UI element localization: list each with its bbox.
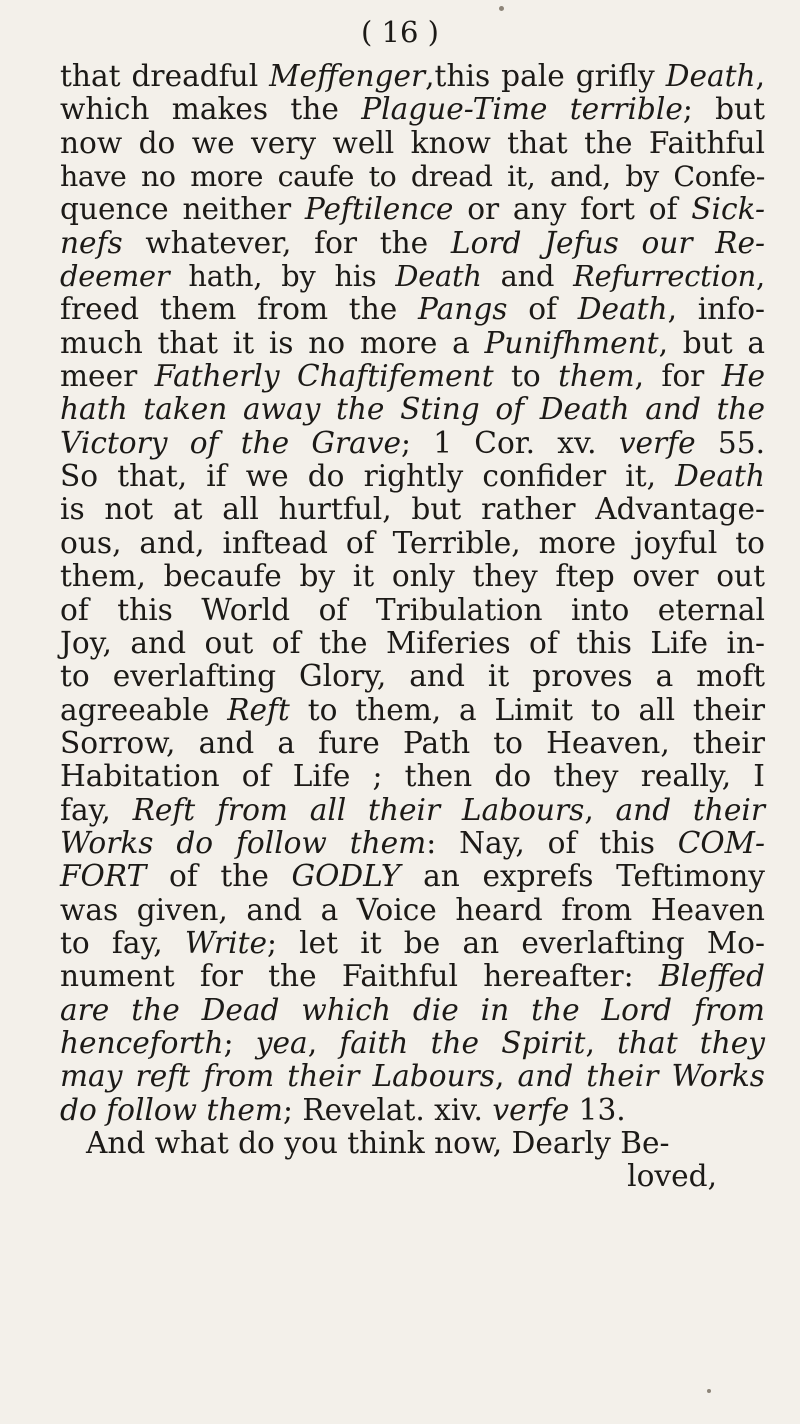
body-text <box>60 60 765 1194</box>
italic-run: Reft from all their Labours <box>132 792 585 827</box>
italic-run: Lord Jefus our Re- <box>450 225 766 260</box>
text-run: was given, and a Voice heard from Heaven <box>60 892 765 927</box>
text-run: , info- <box>667 292 766 327</box>
text-line <box>60 760 765 793</box>
text-run: or any fort of <box>453 192 692 227</box>
italic-run: Reft <box>227 692 290 727</box>
italic-run: Works do follow them <box>60 825 427 860</box>
text-run: and <box>481 259 574 294</box>
italic-run: Punifhment <box>484 325 659 360</box>
text-run: is not at all hurtful, but rather Advantage- <box>60 492 765 527</box>
text-run: ,this pale grifly <box>425 59 666 93</box>
text-line <box>60 393 765 426</box>
text-line <box>60 1127 765 1160</box>
italic-run: Death <box>577 292 668 327</box>
text-run: 55. <box>695 425 765 460</box>
text-line <box>60 860 765 893</box>
text-line <box>60 327 765 360</box>
text-line <box>60 894 765 927</box>
page-number: ( 16 ) <box>361 15 439 49</box>
italic-run: Plague-Time terrible <box>361 92 683 127</box>
text-line <box>60 127 765 160</box>
text-run: hath, by his <box>169 259 396 294</box>
text-run: now do we very well know that the Faithful <box>60 125 765 160</box>
text-run: So that, if we do rightly confider it, <box>60 459 676 494</box>
text-run: , but a <box>658 325 765 360</box>
text-run: ; <box>223 1025 256 1060</box>
text-line <box>60 627 765 660</box>
italic-run: Peftilence <box>304 192 454 227</box>
italic-run: nefs <box>60 225 123 260</box>
text-line <box>60 460 765 493</box>
text-run: agreeable <box>60 692 228 727</box>
text-line <box>60 493 765 526</box>
italic-run: and their <box>615 792 765 827</box>
italic-run: verfe <box>618 425 696 460</box>
italic-run: Refurrection <box>573 259 757 294</box>
text-run: much that it is no more a <box>60 325 485 360</box>
text-run: Habitation of Life ; then do they really, I <box>60 759 765 794</box>
text-line <box>60 193 765 226</box>
text-line <box>60 560 765 593</box>
italic-run: Pangs <box>418 292 508 327</box>
text-run: , <box>756 259 765 294</box>
text-line <box>60 1060 765 1093</box>
text-line <box>60 1027 765 1060</box>
italic-run: Sick- <box>691 192 765 227</box>
text-line <box>60 794 765 827</box>
text-line <box>60 960 765 993</box>
text-run: loved, <box>627 1159 717 1194</box>
italic-run: deemer <box>60 259 170 294</box>
text-run: ; Revelat. xiv. <box>282 1092 493 1127</box>
italic-run: do follow them <box>60 1092 283 1127</box>
text-run: Joy, and out of the Miferies of this Life in- <box>60 625 765 660</box>
text-line <box>60 1094 765 1127</box>
text-run: , <box>307 1025 340 1060</box>
text-run: ous, and, inftead of Terrible, more joyful to <box>60 525 765 560</box>
text-run: quence neither <box>60 192 305 227</box>
italic-run: them <box>558 359 635 394</box>
text-run: ; let it be an everlafting Mo- <box>267 925 765 960</box>
text-run: to fay, <box>60 925 185 960</box>
text-run: them, becaufe by it only they ftep over out <box>60 559 765 594</box>
italic-run: GODLY <box>291 859 401 894</box>
text-run: that dreadful <box>60 59 270 93</box>
text-run: And what do you think now, Dearly Be- <box>86 1126 670 1160</box>
text-run: of this World of Tribulation into eternal <box>60 592 765 627</box>
text-line <box>60 160 765 193</box>
text-run: of the <box>146 859 292 894</box>
text-line <box>60 727 765 760</box>
text-line <box>60 93 765 126</box>
paper-speck <box>707 1389 711 1393</box>
text-run: which makes the <box>60 92 362 127</box>
text-run: , <box>755 59 765 93</box>
italic-run: Death <box>665 59 756 93</box>
text-run: to <box>493 359 559 394</box>
text-run: to everlafting Glory, and it proves a moft <box>60 659 765 694</box>
text-line <box>60 927 765 960</box>
paper-speck <box>499 6 504 11</box>
text-run: to them, a Limit to all their <box>289 692 765 727</box>
italic-run: Bleffed <box>658 959 765 994</box>
text-line <box>60 260 765 293</box>
italic-run: verfe <box>492 1092 570 1127</box>
italic-run: COM- <box>677 825 765 860</box>
text-run: have no more caufe to dread it, and, by Confe- <box>60 160 765 194</box>
text-run: of <box>507 292 578 327</box>
italic-run: Meffenger <box>269 59 426 93</box>
text-line <box>60 527 765 560</box>
text-run: fay, <box>60 792 133 827</box>
text-line <box>60 360 765 393</box>
text-line <box>60 594 765 627</box>
text-run: Sorrow, and a fure Path to Heaven, their <box>60 725 765 760</box>
text-line <box>60 827 765 860</box>
text-run: ; but <box>682 92 766 127</box>
italic-run: Death <box>395 259 482 294</box>
catchword <box>60 1160 765 1193</box>
text-run: : Nay, of this <box>426 825 678 860</box>
italic-run: Fatherly Chaftifement <box>154 359 494 394</box>
italic-run: and their Works <box>517 1059 765 1094</box>
text-run: , <box>494 1059 518 1094</box>
italic-run: Victory of the Grave <box>60 425 402 460</box>
text-line <box>60 427 765 460</box>
text-run: freed them from the <box>60 292 419 327</box>
italic-run: may reft from their Labours <box>60 1059 495 1094</box>
text-line <box>60 660 765 693</box>
text-run: meer <box>60 359 155 394</box>
text-run: whatever, for the <box>122 225 451 260</box>
italic-run: henceforth <box>60 1025 224 1060</box>
italic-run: faith the Spirit <box>339 1025 586 1060</box>
text-run: , for <box>634 359 722 394</box>
italic-run: that they <box>617 1025 765 1060</box>
text-run: ; 1 Cor. xv. <box>401 425 619 460</box>
italic-run: hath taken away the Sting of Death and the <box>60 392 765 427</box>
italic-run: Death <box>675 459 765 494</box>
italic-run: Write <box>184 925 268 960</box>
text-run: an exprefs Teftimony <box>400 859 765 894</box>
text-run: 13. <box>569 1092 626 1127</box>
italic-run: FORT <box>60 859 147 894</box>
italic-run: He <box>721 359 765 394</box>
text-line <box>60 227 765 260</box>
text-line <box>60 293 765 326</box>
text-run: nument for the Faithful hereafter: <box>60 959 659 994</box>
text-run: , <box>585 1025 618 1060</box>
italic-run: are the Dead which die in the Lord from <box>60 992 765 1027</box>
text-line <box>60 60 765 93</box>
text-line <box>60 994 765 1027</box>
italic-run: yea <box>255 1025 308 1060</box>
text-run: , <box>584 792 616 827</box>
text-line <box>60 694 765 727</box>
